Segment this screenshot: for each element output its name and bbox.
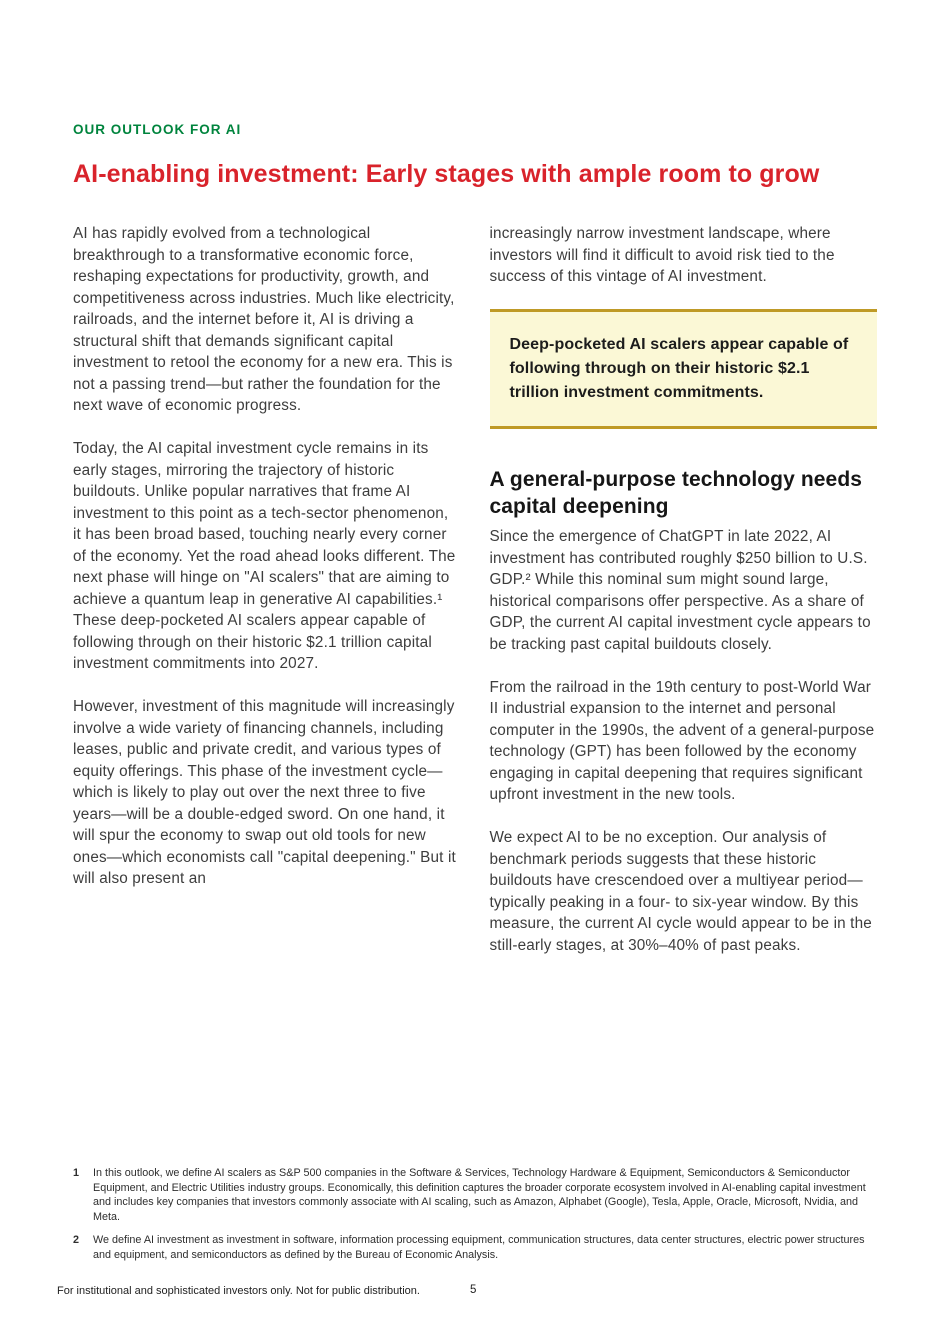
footnote-number: 1: [73, 1167, 80, 1179]
page-number: 5: [470, 1284, 477, 1296]
body-paragraph: increasingly narrow investment landscape, where investors will find it difficult to avoid risk tied to the success of this vintage of AI investment.: [489, 225, 835, 285]
body-paragraph: However, investment of this magnitude will increasingly involve a wide variety of financing channels, including leases, public and private credit, and various types of equity offerings. This phase of the investment cycle—which is likely to play out over the next three to five years—will be a double-edged sword. On one hand, it will spur the economy to swap out old tools for new ones—which economists call "capital deepening." But it will also present an: [73, 698, 456, 887]
body-columns: [73, 223, 877, 956]
callout-box: [490, 309, 878, 429]
page-content: [73, 122, 877, 956]
page-title: AI-enabling investment: Early stages with ample room to grow: [73, 160, 820, 188]
section-heading: A general-purpose technology needs capital deepening: [489, 468, 863, 518]
footnote-text: In this outlook, we define AI scalers as S&P 500 companies in the Software & Services, Technology Hardware & Equipment, Semiconductors & Semiconductor Equipment, and Electric Utilities industry groups. Economically, this definition captures the broader corporate ecosystem involved in AI-enabling capital investment and includes key companies that investors commonly associate with AI scaling, such as Amazon, Alphabet (Google), Tesla, Apple, Oracle, Microsoft, Nvidia, and Meta.: [93, 1167, 866, 1223]
footer-disclaimer: For institutional and sophisticated investors only. Not for public distribution.: [57, 1285, 420, 1297]
footnote: [73, 1233, 877, 1262]
callout-text: Deep-pocketed AI scalers appear capable of following through on their historic $2.1 trillion investment commitments.: [509, 336, 849, 401]
body-paragraph: We expect AI to be no exception. Our analysis of benchmark periods suggests that these historic buildouts have crescendoed over a multiyear period—typically peaking in a four- to six-year window. By this measure, the current AI cycle would appear to be in the still-early stages, at 30%–40% of past peaks.: [489, 829, 872, 954]
right-column: [490, 223, 878, 956]
body-paragraph: Since the emergence of ChatGPT in late 2022, AI investment has contributed roughly $250 billion to U.S. GDP.² While this nominal sum might sound large, historical comparisons offer perspective. As a share of GDP, the current AI capital investment cycle appears to be tracking past capital buildouts closely.: [489, 528, 871, 653]
footnote-number: 2: [73, 1234, 80, 1247]
body-paragraph: Today, the AI capital investment cycle remains in its early stages, mirroring the trajectory of historic buildouts. Unlike popular narratives that frame AI investment to this point as a tech-sector phenomenon, it has been broad based, touching nearly every corner of the economy. Yet the road ahead looks different. The next phase will hinge on "AI scalers" that are aiming to achieve a quantum leap in generative AI capabilities.¹ These deep-pocketed AI scalers appear capable of following through on their historic $2.1 trillion capital investment commitments into 2027.: [73, 440, 456, 672]
footnote-text: We define AI investment as investment in software, information processing equipment, communication structures, data center structures, electric power structures and equipment, and semiconductors as defined by the Bureau of Economic Analysis.: [93, 1234, 865, 1261]
footnote: [73, 1166, 877, 1224]
body-paragraph: AI has rapidly evolved from a technological breakthrough to a transformative economic force, reshaping expectations for productivity, growth, and competitiveness across industries. Much like electricity, railroads, and the internet before it, AI is driving a structural shift that demands significant capital investment to retool the economy for a new era. This is not a passing trend—but rather the foundation for the next wave of economic progress.: [73, 225, 455, 414]
eyebrow-label: OUR OUTLOOK FOR AI: [73, 122, 242, 137]
body-paragraph: From the railroad in the 19th century to post-World War II industrial expansion to the internet and personal computer in the 1990s, the advent of a general-purpose technology (GPT) has been followed by the economy engaging in capital deepening that requires significant upfront investment in the new tools.: [489, 678, 875, 803]
left-column: [73, 223, 461, 956]
footnotes-section: [73, 1166, 877, 1272]
